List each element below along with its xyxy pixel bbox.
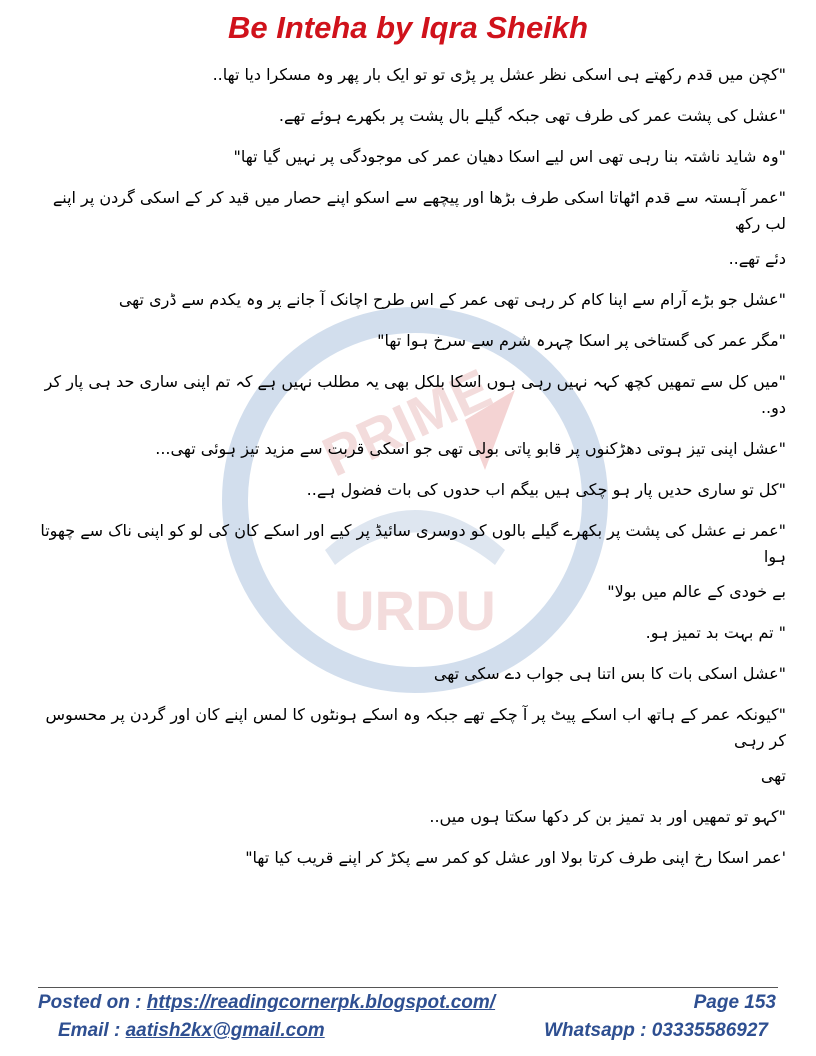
- text-line: بے خودی کے عالم میں بولا": [607, 582, 786, 601]
- page-number: Page 153: [693, 992, 776, 1013]
- text-line: "کہو تو تمھیں اور بد تمیز بن کر دکھا سکتا ہوں میں..: [429, 807, 786, 826]
- text-line: "وہ شاید ناشتہ بنا رہی تھی اس لیے اسکا دھیان عمر کی موجودگی پر نہیں گیا تھا": [233, 147, 786, 166]
- blog-link[interactable]: https://readingcornerpk.blogspot.com/: [146, 992, 496, 1013]
- posted-on: [38, 992, 495, 1014]
- email-label: Email :: [58, 1020, 126, 1041]
- text-line: "عمر آہستہ سے قدم اٹھاتا اسکی طرف بڑھا اور پیچھے سے اسکو اپنے حصار میں قید کر کے اسکی گردن پر اپنے لب رکھ: [52, 188, 786, 233]
- text-line: "عشل اسکی بات کا بس اتنا ہی جواب دے سکی تھی: [433, 664, 786, 683]
- text-line: "عشل کی پشت عمر کی طرف تھی جبکہ گیلے بال پشت پر بکھرے ہوئے تھے.: [278, 106, 786, 125]
- text-line: "کچن میں قدم رکھتے ہی اسکی نظر عشل پر پڑی تو تو ایک بار پھر وہ مسکرا دیا تھا..: [212, 65, 786, 84]
- text-line: "عمر نے عشل کی پشت پر بکھرے گیلے بالوں کو دوسری سائیڈ پر کیے اور اسکے کان کی لو کو اپنی ناک سے چھوتا ہوا: [40, 521, 786, 566]
- text-line: تھی: [760, 766, 786, 785]
- text-line: "کل تو ساری حدیں پار ہو چکی ہیں بیگم اب حدوں کی بات فضول ہے..: [306, 480, 786, 499]
- text-line: 'عمر اسکا رخ اپنی طرف کرتا بولا اور عشل کو کمر سے پکڑ کر اپنے قریب کیا تھا": [245, 848, 786, 867]
- email: [58, 1020, 325, 1042]
- whatsapp: Whatsapp : 03335586927: [544, 1020, 768, 1041]
- story-text: [30, 62, 786, 886]
- text-line: "کیونکہ عمر کے ہاتھ اب اسکے پیٹ پر آ چکے تھے جبکہ وہ اسکے ہونٹوں کا لمس اپنے کان اور گردن پر محسوس کر رہی: [45, 705, 786, 750]
- text-line: "عشل اپنی تیز ہوتی دھڑکنوں پر قابو پاتی بولی تھی جو اسکی قربت سے مزید تیز ہوئی تھی...: [155, 439, 786, 458]
- text-line: دئے تھے..: [728, 249, 786, 268]
- text-line: "مگر عمر کی گستاخی پر اسکا چہرہ شرم سے سرخ ہوا تھا": [377, 331, 786, 350]
- posted-label: Posted on :: [38, 992, 147, 1013]
- text-line: "میں کل سے تمھیں کچھ کہہ نہیں رہی ہوں اسکا بلکل بھی یہ مطلب نہیں ہے کہ تم اپنی ساری حد ہی پار کر دو..: [44, 372, 786, 417]
- text-line: " تم بہت بد تمیز ہو.: [645, 623, 786, 642]
- page-title: Be Inteha by Iqra Sheikh: [227, 10, 589, 45]
- text-line: "عشل جو بڑے آرام سے اپنا کام کر رہی تھی عمر کے اس طرح اچانک آ جانے پر وہ یکدم سے ڈری تھی: [118, 290, 786, 309]
- footer-divider: [38, 987, 778, 988]
- svg-text:PRIME: PRIME: [313, 356, 501, 489]
- email-link[interactable]: aatish2kx@gmail.com: [125, 1020, 325, 1041]
- svg-text:URDU: URDU: [334, 579, 496, 642]
